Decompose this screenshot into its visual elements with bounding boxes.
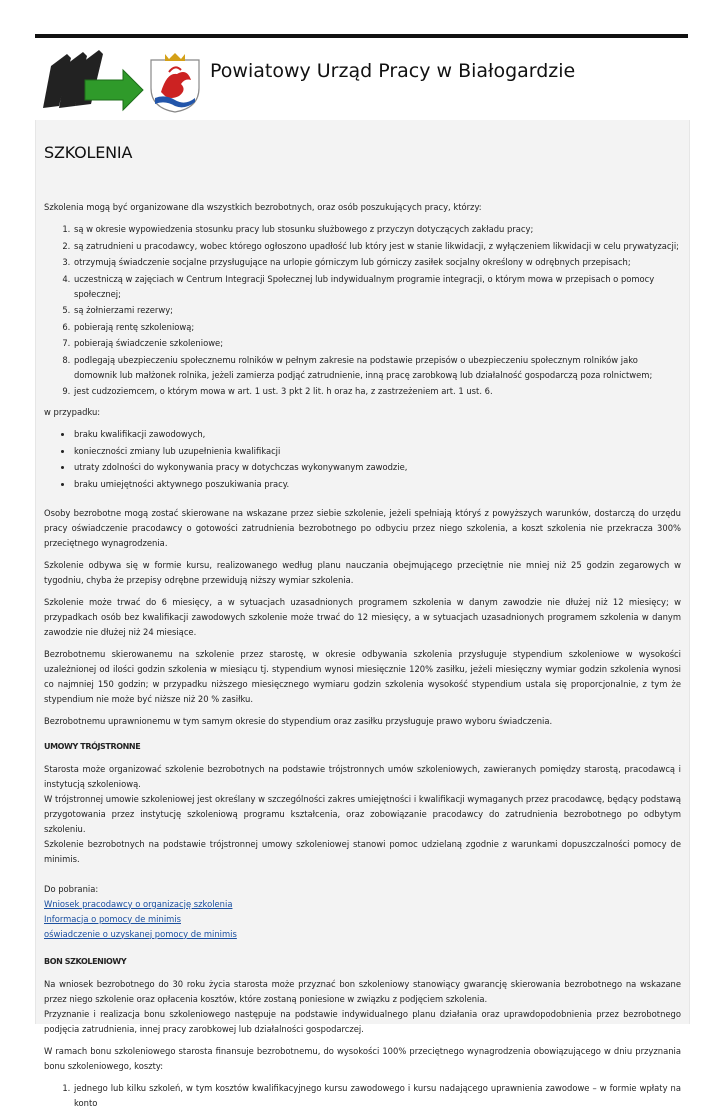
voucher-line: Na wniosek bezrobotnego do 30 roku życia starosta może przyznać bon szkoleniowy stanowiący gwarancję skierowania bezrobotnego na wskazane przez niego szkolenie oraz opłacenia kosztów, które zostaną poniesione w związku z podjęciem szkolenia.: [44, 978, 681, 1004]
crest-icon: [147, 50, 203, 114]
paragraph-referral: Osoby bezrobotne mogą zostać skierowane na wskazane przez siebie szkolenie, jeżeli spełniają któryś z powyższych warunków, dostarczą do urzędu pracy oświadczenie pracodawcy o gotowości zatrudnienia bezrobotnego po odbyciu przez niego szkolenia, a koszt szkolenia nie przekracza 300% przeciętnego wynagrodzenia.: [44, 507, 681, 548]
trilateral-line: W trójstronnej umowie szkoleniowej jest określany w szczególności zakres umiejętności i kwalifikacji wymaganych przez pracodawcę, będący podstawą przygotowania przez instytucję szkoleniową programu kształcenia, oraz zobowiązanie pracodawcy do zatrudnienia bezrobotnego po odbytym szkoleniu.: [44, 793, 681, 834]
list-item: 3. otrzymują świadczenie socjalne przysługujące na urlopie górniczym lub górniczy zasiłek socjalny określony w odrębnych przepisach;: [73, 255, 681, 270]
trilateral-line: Starosta może organizować szkolenie bezrobotnych na podstawie trójstronnych umów szkoleniowych, zawieranych pomiędzy starostą, pracodawcą i instytucją szkoleniową.: [44, 763, 681, 789]
list-item: • konieczności zmiany lub uzupełnienia kwalifikacji: [73, 444, 681, 459]
voucher-heading: BON SZKOLENIOWY: [44, 956, 127, 966]
voucher-line: Przyznanie i realizacja bonu szkoleniowego następuje na podstawie indywidualnego planu działania oraz uprawdopodobnienia przez bezrobotnego podjęcia zatrudnienia, innej pracy zarobkowej lub działalności gospodarczej.: [44, 1008, 681, 1034]
cases-list: [44, 427, 681, 492]
download-link-deminimis-info: [44, 912, 681, 927]
trilateral-line: Szkolenie bezrobotnych na podstawie trójstronnej umowy szkoleniowej stanowi pomoc udzielaną zgodnie z warunkami dopuszczalności pomocy de minimis.: [44, 838, 681, 864]
list-item: 1. są w okresie wypowiedzenia stosunku pracy lub stosunku służbowego z przyczyn dotyczących zakładu pracy;: [73, 222, 681, 237]
site-header: [35, 34, 688, 124]
list-item: 1. jednego lub kilku szkoleń, w tym kosztów kwalifikacyjnego kursu zawodowego i kursu nadającego uprawnienia zawodowe – w formie wpłaty na konto: [73, 1081, 681, 1111]
list-item: 9. jest cudzoziemcem, o którym mowa w art. 1 ust. 3 pkt 2 lit. h oraz ha, z zastrzeżeniem art. 1 ust. 6.: [73, 384, 681, 399]
paragraph-stipend: Bezrobotnemu skierowanemu na szkolenie przez starostę, w okresie odbywania szkolenia przysługuje stypendium szkoleniowe w wysokości uzależnionej od ilości godzin szkolenia w miesiącu tj. stypendium wynosi miesięcznie 120% zasiłku, jeżeli miesięczny wymiar godzin szkolenia wynosi co najmniej 150 godzin; w przypadku niższego miesięcznego wymiaru godzin szkolenia wysokość stypendium ustala się proporcjonalnie, z tym że stypendium nie może być niższe niż 20 % zasiłku.: [44, 648, 681, 704]
paragraph-choice: Bezrobotnemu uprawnionemu w tym samym okresie do stypendium oraz zasiłku przysługuje prawo wyboru świadczenia.: [44, 715, 553, 726]
download-link[interactable]: Wniosek pracodawcy o organizację szkolenia: [44, 898, 233, 909]
list-item: 6. pobierają rentę szkoleniową;: [73, 320, 681, 335]
intro-text: Szkolenia mogą być organizowane dla wszystkich bezrobotnych, oraz osób poszukujących pracy, którzy:: [44, 202, 482, 212]
paragraph-duration: Szkolenie może trwać do 6 miesięcy, a w sytuacjach uzasadnionych programem szkolenia w danym zawodzie nie dłużej niż 12 miesięcy; w przypadkach osób bez kwalifikacji zawodowych szkolenie może trwać do 12 miesięcy, a w sytuacjach uzasadnionych programem szkolenia w danym zawodzie nie dłużej niż 24 miesiące.: [44, 596, 681, 637]
list-item: 7. pobierają świadczenie szkoleniowe;: [73, 336, 681, 351]
site-title: Powiatowy Urząd Pracy w Białogardzie: [210, 60, 576, 82]
page-title: SZKOLENIA: [44, 143, 133, 162]
voucher-costs-intro: W ramach bonu szkoleniowego starosta finansuje bezrobotnemu, do wysokości 100% przeciętnego wynagrodzenia obowiązującego w dniu przyznania bonu szkoleniowego, koszty:: [44, 1045, 681, 1071]
download-link-deminimis-statement: [44, 927, 681, 942]
download-link-employer-request: [44, 897, 681, 912]
download-link[interactable]: oświadczenie o uzyskanej pomocy de minimis: [44, 928, 237, 939]
trilateral-heading: UMOWY TRÓJSTRONNE: [44, 741, 141, 751]
list-item: 4. uczestniczą w zajęciach w Centrum Integracji Społecznej lub indywidualnym programie integracji, o którym mowa w przepisach o pomocy społecznej;: [73, 272, 681, 302]
list-item: 5. są żołnierzami rezerwy;: [73, 303, 681, 318]
paragraph-course-form: Szkolenie odbywa się w formie kursu, realizowanego według planu nauczania obejmującego przeciętnie nie mniej niż 25 godzin zegarowych w tygodniu, chyba że przepisy odrębne przewidują niższy wymiar szkolenia.: [44, 559, 681, 585]
downloads-label: Do pobrania:: [44, 883, 99, 894]
eligibility-list: [44, 222, 681, 399]
voucher-costs-list: [44, 1081, 681, 1111]
list-item: 8. podlegają ubezpieczeniu społecznemu rolników w pełnym zakresie na podstawie przepisów o ubezpieczeniu społecznym rolników jako domownik lub małżonek rolnika, jeżeli zamierza podjąć zatrudnienie, inną pracę zarobkową lub działalność gospodarczą poza rolnictwem;: [73, 353, 681, 383]
content-area: [35, 120, 690, 1108]
list-item: • braku umiejętności aktywnego poszukiwania pracy.: [73, 477, 681, 492]
list-item: 2. są zatrudnieni u pracodawcy, wobec którego ogłoszono upadłość lub który jest w stanie likwidacji, z wyłączeniem likwidacji w celu prywatyzacji;: [73, 239, 681, 254]
list-item: • braku kwalifikacji zawodowych,: [73, 427, 681, 442]
cases-intro: w przypadku:: [44, 407, 101, 417]
list-item: • utraty zdolności do wykonywania pracy w dotychczas wykonywanym zawodzie,: [73, 460, 681, 475]
arrows-logo-icon: [37, 46, 147, 116]
download-link[interactable]: Informacja o pomocy de minimis: [44, 913, 181, 924]
